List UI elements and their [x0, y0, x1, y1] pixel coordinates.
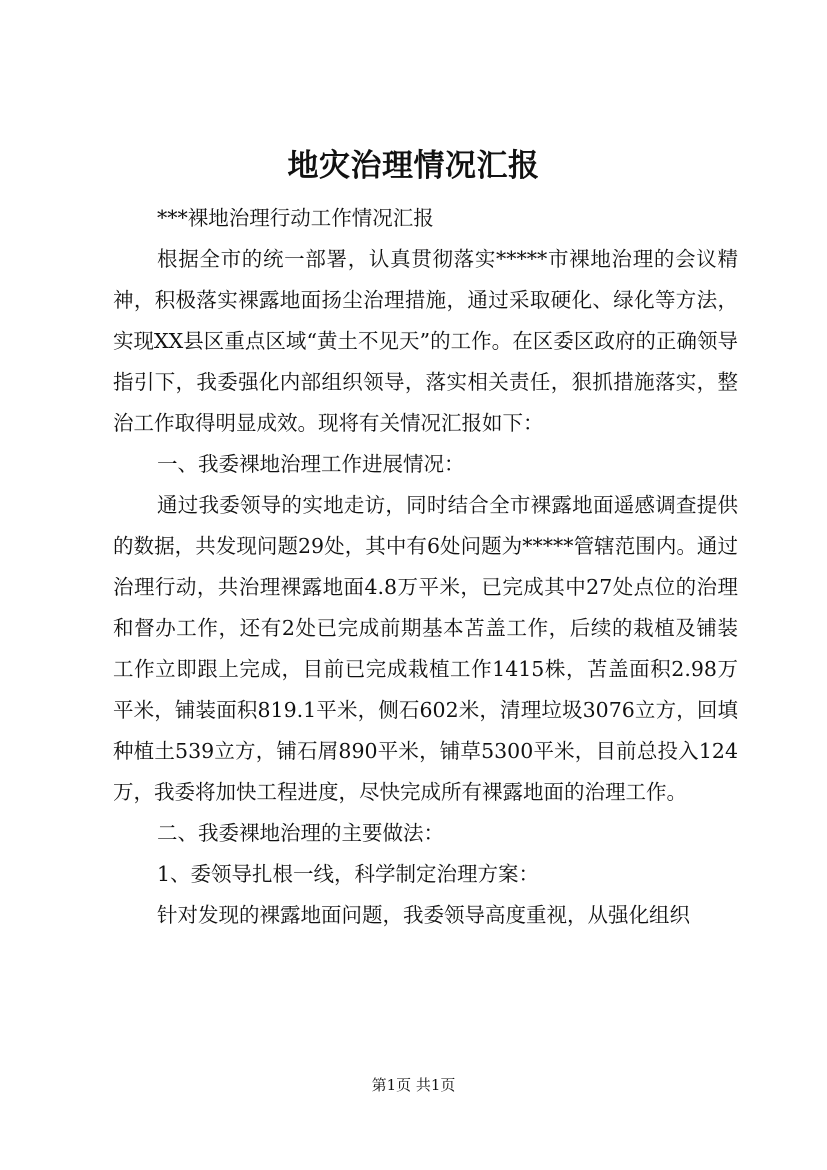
document-title: 地灾治理情况汇报 [287, 148, 540, 184]
section-heading-methods: 二、我委裸地治理的主要做法： [157, 821, 444, 845]
document-body [113, 198, 738, 936]
leadership-paragraph: 针对发现的裸露地面问题，我委领导高度重视，从强化组织 [157, 903, 690, 927]
subsection-heading-leadership: 1、委领导扎根一线，科学制定治理方案： [157, 862, 540, 886]
progress-paragraph: 通过我委领导的实地走访，同时结合全市裸露地面遥感调查提供的数据，共发现问题29处，其中有6处问题为*****管辖范围内。通过治理行动，共治理裸露地面4.8万平米，已完成其中27处点位的治理和督办工作，还有2处已完成前期基本苫盖工作，后续的栽植及铺装工作立即跟上完成，目前已完成栽植工作1415株，苫盖面积2.98万平米，铺装面积819.1平米，侧石602米，清理垃圾3076立方，回填种植土539立方，铺石屑890平米，铺草5300平米，目前总投入124万，我委将加快工程进度，尽快完成所有裸露地面的治理工作。 [113, 493, 738, 804]
intro-paragraph: 根据全市的统一部署，认真贯彻落实*****市裸地治理的会议精神，积极落实裸露地面扬尘治理措施，通过采取硬化、绿化等方法，实现XX县区重点区域“黄土不见天”的工作。在区委区政府的正确领导指引下，我委强化内部组织领导，落实相关责任，狠抓措施落实，整治工作取得明显成效。现将有关情况汇报如下： [113, 247, 738, 435]
subtitle-paragraph: ***裸地治理行动工作情况汇报 [157, 206, 434, 230]
page-footer: 第1页 共1页 [371, 1076, 456, 1094]
section-heading-progress: 一、我委裸地治理工作进展情况： [157, 452, 465, 476]
